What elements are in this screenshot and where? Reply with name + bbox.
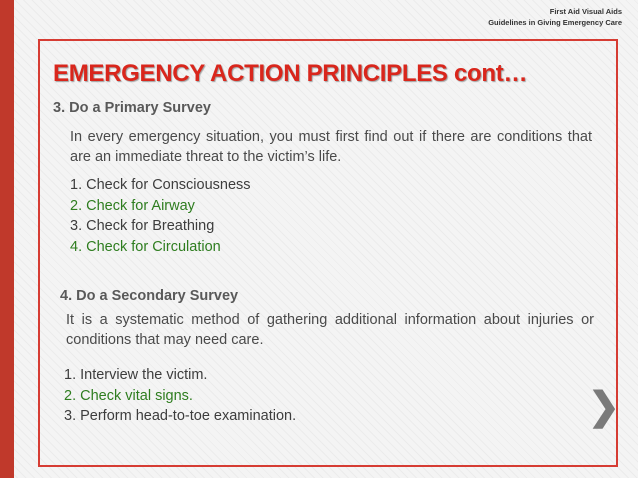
section3-paragraph: In every emergency situation, you must first find out if there are conditions that are an immediate threat to the victim’s life. bbox=[70, 129, 592, 165]
list-item: 3. Perform head-to-toe examination. bbox=[64, 408, 297, 424]
section3-heading: 3. Do a Primary Survey bbox=[53, 100, 211, 116]
slide-header bbox=[488, 6, 622, 28]
section4-heading: 4. Do a Secondary Survey bbox=[60, 288, 239, 304]
list-item: 2. Check vital signs. bbox=[64, 387, 193, 404]
slide-title: EMERGENCY ACTION PRINCIPLES cont… bbox=[53, 60, 528, 87]
list-item: 1. Interview the victim. bbox=[64, 367, 208, 383]
left-accent-bar bbox=[0, 0, 14, 478]
section4-list bbox=[64, 365, 296, 427]
next-slide-icon[interactable]: ❯ bbox=[588, 386, 620, 428]
section3-list bbox=[70, 175, 251, 257]
header-title: First Aid Visual Aids bbox=[549, 7, 622, 16]
list-item: 4. Check for Circulation bbox=[70, 238, 221, 255]
list-item: 3. Check for Breathing bbox=[70, 218, 215, 234]
list-item: 1. Check for Consciousness bbox=[70, 177, 251, 193]
list-item: 2. Check for Airway bbox=[70, 197, 195, 214]
section4-paragraph: It is a systematic method of gathering additional information about injuries or conditions that may need care. bbox=[66, 312, 594, 348]
header-subtitle: Guidelines in Giving Emergency Care bbox=[488, 18, 622, 27]
